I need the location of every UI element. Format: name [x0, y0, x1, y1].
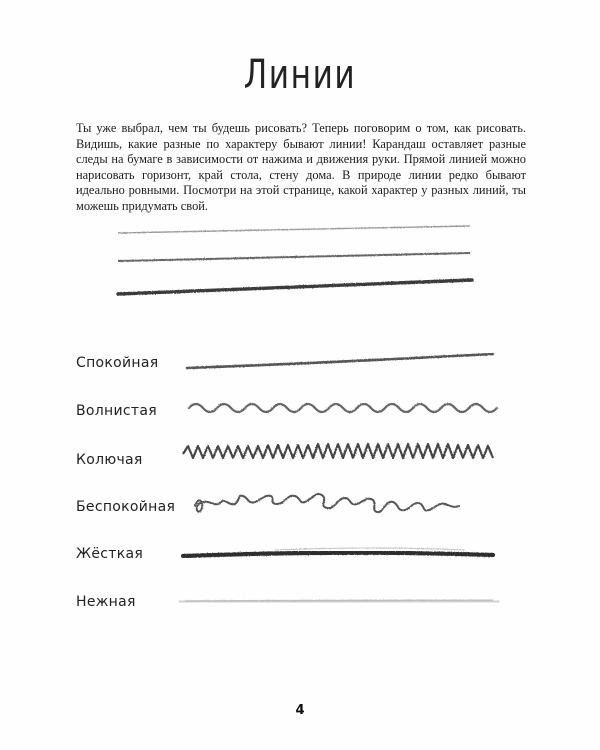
label-hard: Жёсткая	[76, 546, 144, 562]
prickly-line-sample	[175, 432, 525, 472]
label-restless: Беспокойная	[76, 499, 176, 515]
label-wavy: Волнистая	[76, 403, 157, 419]
heavy-straight-line	[118, 280, 472, 294]
page-title: Линии	[243, 52, 357, 98]
restless-line-sample	[175, 482, 525, 522]
gentle-line-sample	[175, 582, 525, 622]
page-number: 4	[295, 703, 305, 718]
label-prickly: Колючая	[76, 452, 143, 468]
label-gentle: Нежная	[76, 594, 136, 610]
wavy-line-sample	[175, 388, 525, 428]
hard-line-sample	[175, 536, 525, 576]
light-straight-line	[118, 226, 470, 233]
label-calm: Спокойная	[76, 355, 159, 371]
medium-straight-line	[118, 253, 470, 261]
pressure-demo-lines	[110, 208, 490, 303]
calm-line-sample	[175, 345, 525, 385]
intro-paragraph: Ты уже выбрал, чем ты будешь рисовать? Теперь поговорим о том, как рисовать. Видишь, какие разные по характеру бывают линии! Карандаш оставляет разные следы на бумаге в зависимости от нажима и движения руки. Прямой линией можно нарисовать горизонт, край стола, стену дома. В природе линии редко бывают идеально ровными. Посмотри на этой странице, какой характер у разных линий, ты можешь придумать свой.	[76, 121, 526, 213]
